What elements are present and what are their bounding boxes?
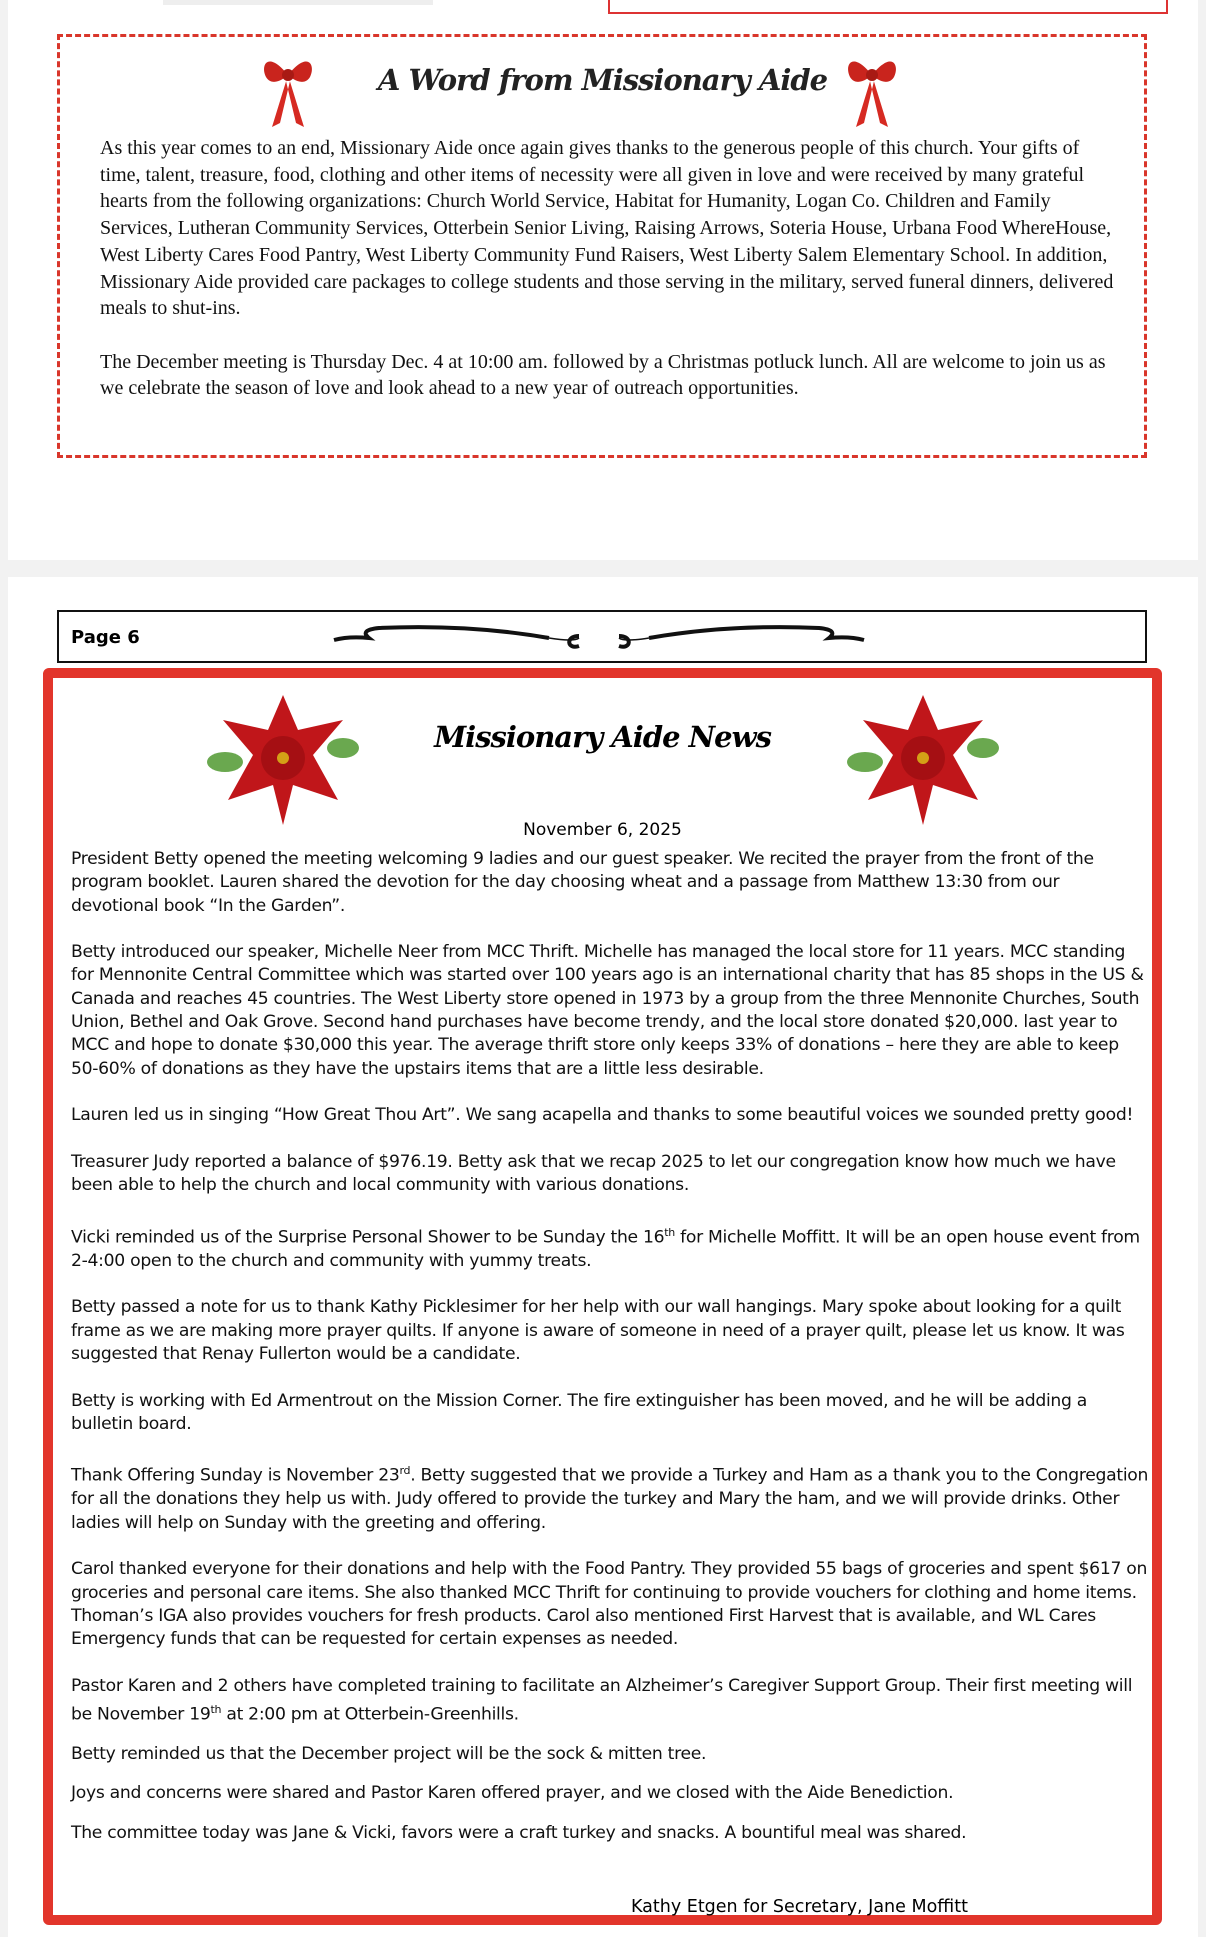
- paragraph: As this year comes to an end, Missionary Aide once again gives thanks to the generous people of this church. Your gifts of time, talent, treasure, food, clothing and other items of necessity were all given in love and were received by many grateful hearts from the following organizations: Church World Service, Habitat for Humanity, Logan Co. Children and Family Services, Lutheran Community Services, Otterbein Senior Living, Raising Arrows, Soteria House, Urbana Food WhereHouse, West Liberty Cares Food Pantry, West Liberty Community Fund Raisers, West Liberty Salem Elementary School. In addition, Missionary Aide provided care packages to college students and those serving in the military, served funeral dinners, delivered meals to shut-ins.: [100, 137, 1114, 320]
- newsletter-page-5: [8, 0, 1198, 560]
- paragraph: President Betty opened the meeting welcoming 9 ladies and our guest speaker. We recited the prayer from the front of the program booklet. Lauren shared the devotion for the day choosing wheat and a passage from Matthew 13:30 from our devotional book “In the Garden”.: [71, 849, 1094, 916]
- poinsettia-icon: [843, 690, 1003, 830]
- page-number: Page 6: [71, 627, 140, 648]
- paragraph: Joys and concerns were shared and Pastor Karen offered prayer, and we closed with the Aide Benediction.: [71, 1783, 954, 1804]
- poinsettia-icon: [203, 690, 363, 830]
- word-from-aide-box: [57, 34, 1147, 458]
- paragraph: Carol thanked everyone for their donations and help with the Food Pantry. They provided 55 bags of groceries and spent $617 on groceries and personal care items. She also thanked MCC Thrift for continuing to provide vouchers for clothing and home items. Thoman’s IGA also provides vouchers for fresh products. Carol also mentioned First Harvest that is available, and WL Cares Emergency funds that can be requested for certain expenses as needed.: [71, 1559, 1148, 1650]
- paragraph: [71, 1221, 1151, 1273]
- text: for Michelle Moffitt. It will be an open house event from 2-4:00 open to the church and community with yummy treats.: [71, 1227, 1140, 1271]
- paragraph: The committee today was Jane & Vicki, favors were a craft turkey and snacks. A bountiful meal was shared.: [71, 1822, 967, 1843]
- top-box-fragment: [608, 0, 1168, 14]
- text: . Betty suggested that we provide a Turkey and Ham as a thank you to the Congregation for all the donations they help us with. Judy offered to provide the turkey and Mary the ham, and we will provide drinks. Other ladies will help on Sunday with the greeting and offering.: [71, 1466, 1149, 1533]
- paragraph: Betty reminded us that the December project will be the sock & mitten tree.: [71, 1744, 707, 1765]
- scroll-ornament-icon: [329, 620, 869, 654]
- paragraph: Lauren led us in singing “How Great Thou Art”. We sang acapella and thanks to some beautiful voices we sounded pretty good!: [71, 1105, 1134, 1126]
- signature: Kathy Etgen for Secretary, Jane Moffitt: [631, 1897, 968, 1917]
- text: Vicki reminded us of the Surprise Personal Shower to be Sunday the 16: [71, 1227, 665, 1248]
- missionary-aide-news-box: [43, 668, 1162, 1925]
- word-body: [100, 135, 1120, 429]
- paragraph: Betty passed a note for us to thank Kathy Picklesimer for her help with our wall hangings. Mary spoke about looking for a quilt frame as we are making more prayer quilts. If anyone is aware of someone in need of a prayer quilt, please let us know. It was suggested that Renay Fullerton would be a candidate.: [71, 1297, 1125, 1364]
- text: at 2:00 pm at Otterbein-Greenhills.: [221, 1704, 519, 1725]
- paragraph: [71, 1675, 1151, 1727]
- paragraph: Betty introduced our speaker, Michelle Neer from MCC Thrift. Michelle has managed the local store for 11 years. MCC standing for Mennonite Central Committee which was started over 100 years ago is an international charity that has 85 shops in the US & Canada and reaches 45 countries. The West Liberty store opened in 1973 by a group from the three Mennonite Churches, South Union, Bethel and Oak Grove. Second hand purchases have become trendy, and the local store donated $20,000. last year to MCC and hope to donate $30,000 this year. The average thrift store only keeps 33% of donations – here they are able to keep 50-60% of donations as they have the upstairs items that are a little less desirable.: [71, 942, 1144, 1079]
- superscript: rd: [399, 1464, 411, 1478]
- paragraph: The December meeting is Thursday Dec. 4 at 10:00 am. followed by a Christmas potluck lunch. All are welcome to join us as we celebrate the season of love and look ahead to a new year of outreach opportunities.: [100, 350, 1106, 400]
- paragraph: Treasurer Judy reported a balance of $976.19. Betty ask that we recap 2025 to let our congregation know how much we have been able to help the church and local community with various donations.: [71, 1151, 1116, 1196]
- text: Thank Offering Sunday is November 23: [71, 1466, 400, 1487]
- superscript: th: [210, 1703, 222, 1717]
- section-title: A Word from Missionary Aide: [377, 63, 828, 97]
- text: Pastor Karen and 2 others have completed training to facilitate an Alzheimer’s Caregiver Support Group. Their first meeting will be November 19: [71, 1675, 1133, 1725]
- page-header: [57, 610, 1147, 663]
- news-body: [71, 848, 1151, 1861]
- meeting-date: November 6, 2025: [523, 820, 682, 840]
- news-title: Missionary Aide News: [434, 720, 771, 754]
- top-image-fragment: [163, 0, 433, 5]
- paragraph: Betty is working with Ed Armentrout on the Mission Corner. The fire extinguisher has been moved, and he will be adding a bulletin board.: [71, 1390, 1088, 1434]
- paragraph: [71, 1459, 1151, 1535]
- superscript: th: [664, 1225, 675, 1239]
